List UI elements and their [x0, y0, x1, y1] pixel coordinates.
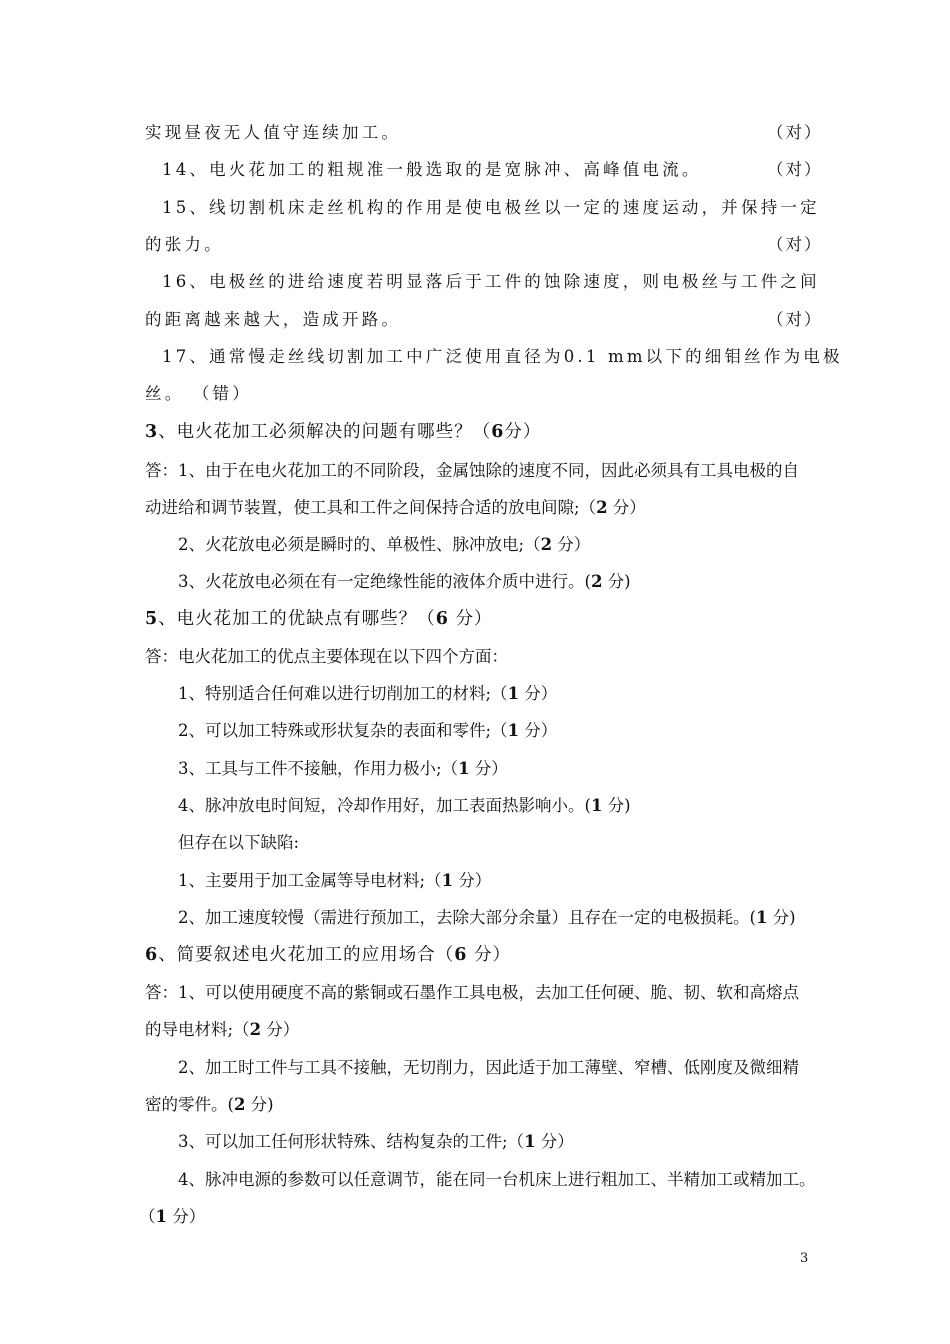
tf-line-0: 实现昼夜无人值守连续加工。 — [145, 123, 402, 142]
tf-line-2: 15、线切割机床走丝机构的作用是使电极丝以一定的速度运动，并保持一定 — [162, 198, 820, 217]
q6-answer-line-2: 2、加工时工件与工具不接触，无切削力，因此适于加工薄壁、窄槽、低刚度及微细精 — [178, 1058, 799, 1077]
q5-answer-line-0: 答：电火花加工的优点主要体现在以下四个方面： — [145, 647, 508, 666]
q6-answer-line-5: 4、脉冲电源的参数可以任意调节，能在同一台机床上进行粗加工、半精加工或精加工。 — [178, 1170, 816, 1189]
q5-answer-line-1: 1、特别适合任何难以进行切削加工的材料;（1 分） — [178, 684, 558, 703]
q3-answer-line-1: 动进给和调节装置，使工具和工件之间保持合适的放电间隙;（2 分） — [145, 498, 646, 517]
tf-line-7: 丝。 （错） — [145, 384, 252, 403]
q6-answer-line-6: （1 分） — [139, 1207, 206, 1226]
q3-answer-line-3: 3、火花放电必须在有一定绝缘性能的液体介质中进行。(2 分) — [178, 572, 631, 591]
q5-answer-line-4: 4、脉冲放电时间短，冷却作用好，加工表面热影响小。(1 分) — [178, 796, 631, 815]
tf-mark-5: （对） — [767, 310, 823, 329]
q5-answer-line-7: 2、加工速度较慢（需进行预加工，去除大部分余量）且存在一定的电极损耗。(1 分) — [178, 908, 796, 927]
tf-line-3: 的张力。 — [145, 235, 224, 254]
q5-answer-line-3: 3、工具与工件不接触，作用力极小;（1 分） — [178, 759, 508, 778]
q5-answer-line-5: 但存在以下缺陷: — [178, 833, 300, 852]
q5-answer-line-2: 2、可以加工特殊或形状复杂的表面和零件;（1 分） — [178, 721, 558, 740]
q5-heading: 5、电火花加工的优缺点有哪些？（6 分） — [145, 609, 493, 629]
tf-line-4: 16、电极丝的进给速度若明显落后于工件的蚀除速度，则电极丝与工件之间 — [162, 272, 820, 291]
q3-answer-line-2: 2、火花放电必须是瞬时的、单极性、脉冲放电;（2 分） — [178, 535, 591, 554]
q6-heading: 6、简要叙述电火花加工的应用场合（6 分） — [145, 945, 511, 965]
q3-heading: 3、电火花加工必须解决的问题有哪些？（6分） — [145, 422, 542, 442]
tf-line-5: 的距离越来越大，造成开路。 — [145, 310, 402, 329]
tf-line-6: 17、通常慢走丝线切割加工中广泛使用直径为0.1 mm以下的细钼丝作为电极 — [162, 347, 843, 366]
q6-answer-line-3: 密的零件。(2 分) — [145, 1095, 274, 1114]
q6-answer-line-0: 答：1、可以使用硬度不高的紫铜或石墨作工具电极，去加工任何硬、脆、韧、软和高熔点 — [145, 983, 799, 1002]
tf-mark-1: （对） — [767, 160, 823, 179]
tf-mark-0: （对） — [767, 123, 823, 142]
page-number: 3 — [800, 1251, 809, 1266]
q6-answer-line-4: 3、可以加工任何形状特殊、结构复杂的工件;（1 分） — [178, 1132, 574, 1151]
tf-mark-3: （对） — [767, 235, 823, 254]
q5-answer-line-6: 1、主要用于加工金属等导电材料;（1 分） — [178, 871, 492, 890]
tf-line-1: 14、电火花加工的粗规准一般选取的是宽脉冲、高峰值电流。 — [162, 160, 702, 179]
q3-answer-line-0: 答：1、由于在电火花加工的不同阶段，金属蚀除的速度不同，因此必须具有工具电极的自 — [145, 461, 799, 480]
q6-answer-line-1: 的导电材料;（2 分） — [145, 1020, 300, 1039]
